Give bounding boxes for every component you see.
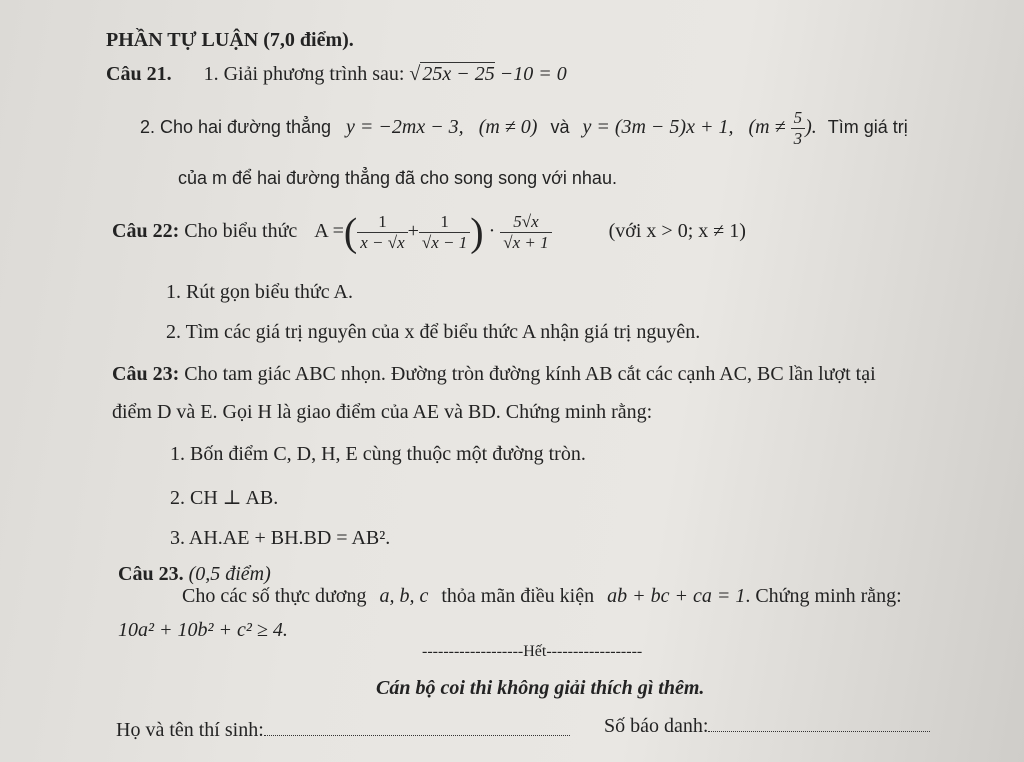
fraction-1-numerator: 1	[357, 212, 407, 233]
candidate-id-label: Số báo danh:	[604, 715, 709, 737]
q22-item-1: 1. Rút gọn biểu thức A.	[166, 281, 353, 303]
q21-p1-text: 1. Giải phương trình sau:	[203, 63, 405, 85]
fraction-2-numerator: 1	[419, 212, 470, 233]
candidate-id-blank	[708, 715, 930, 732]
plus-sign: +	[407, 220, 419, 243]
question-24-line-1	[182, 584, 902, 608]
expression-a: A =	[314, 220, 344, 243]
fraction-numerator: 5	[791, 108, 806, 129]
question-23-line-1	[112, 362, 876, 386]
q21-p2-ask: Tìm giá trị	[827, 117, 908, 138]
fraction-3-denominator: √x + 1	[503, 233, 549, 252]
candidate-id-row	[604, 714, 930, 738]
q21-line-1: y = −2mx − 3,	[346, 116, 464, 139]
multiply-dot: ·	[488, 220, 496, 243]
fraction-5-3	[791, 108, 806, 149]
sqrt-symbol: √	[409, 63, 421, 85]
q22-intro: Cho biểu thức	[184, 220, 298, 243]
question-22	[112, 209, 746, 255]
q23-item-2: 2. CH ⊥ AB.	[170, 487, 279, 509]
left-paren: (	[343, 209, 358, 255]
q24-text-c: . Chứng minh rằng:	[745, 585, 902, 607]
fraction-1	[357, 212, 407, 253]
q22-condition: (với x > 0; x ≠ 1)	[608, 220, 746, 243]
question-21-part-2	[140, 108, 908, 149]
fraction-denominator: 3	[793, 129, 803, 148]
q24-text-a: Cho các số thực dương	[182, 585, 367, 607]
q21-equation-rhs: −10 = 0	[499, 63, 567, 85]
q23-text-1: Cho tam giác ABC nhọn. Đường tròn đường kính AB cắt các cạnh AC, BC lần lượt tại	[184, 363, 876, 385]
question-21-part-1	[106, 62, 567, 86]
question-21-label: Câu 21.	[106, 63, 172, 85]
right-paren: )	[470, 209, 484, 255]
question-24-header	[118, 562, 271, 586]
question-23-line-2: điểm D và E. Gọi H là giao điểm của AE và BD. Chứng minh rằng:	[112, 401, 653, 423]
question-24-line-2: 10a² + 10b² + c² ≥ 4.	[118, 619, 288, 641]
q21-condition-2	[748, 108, 821, 148]
proctor-note: Cán bộ coi thi không giải thích gì thêm.	[376, 677, 705, 699]
q21-p2-continuation: của m để hai đường thẳng đã cho song song với nhau.	[178, 168, 617, 188]
q21-radicand: 25x − 25	[422, 63, 495, 85]
q21-p2-intro: 2. Cho hai đường thẳng	[140, 117, 331, 138]
q21-and: và	[550, 117, 570, 138]
candidate-name-row	[116, 718, 570, 742]
q24-text-b: thỏa mãn điều kiện	[441, 585, 595, 607]
q24-condition: ab + bc + ca = 1	[607, 585, 746, 607]
question-23-label: Câu 23:	[112, 363, 180, 385]
candidate-name-label: Họ và tên thí sinh:	[116, 719, 264, 741]
question-24-points: (0,5 điểm)	[188, 563, 271, 585]
question-22-label: Câu 22:	[112, 220, 180, 243]
q21-condition-1: (m ≠ 0)	[478, 116, 538, 139]
fraction-1-denominator: x − √x	[360, 233, 405, 252]
q23-item-1: 1. Bốn điểm C, D, H, E cùng thuộc một đường tròn.	[170, 443, 586, 465]
question-24-label: Câu 23.	[118, 563, 184, 585]
q22-item-2: 2. Tìm các giá trị nguyên của x để biểu thức A nhận giá trị nguyên.	[166, 321, 701, 343]
fraction-3	[500, 212, 551, 253]
fraction-3-numerator: 5√x	[500, 212, 551, 233]
section-title: PHẦN TỰ LUẬN (7,0 điểm).	[106, 29, 354, 51]
end-marker: -------------------Hết------------------	[422, 643, 643, 660]
fraction-2	[419, 212, 470, 253]
fraction-2-denominator: √x − 1	[421, 233, 468, 252]
q21-equation	[409, 62, 566, 85]
q21-line-2: y = (3m − 5)x + 1,	[582, 116, 734, 139]
q21-cond2-end: ).	[805, 116, 817, 139]
q23-item-3: 3. AH.AE + BH.BD = AB².	[170, 527, 391, 549]
candidate-name-blank	[264, 719, 570, 736]
q21-cond2-start: (m ≠	[748, 116, 786, 139]
q24-vars: a, b, c	[379, 585, 429, 607]
